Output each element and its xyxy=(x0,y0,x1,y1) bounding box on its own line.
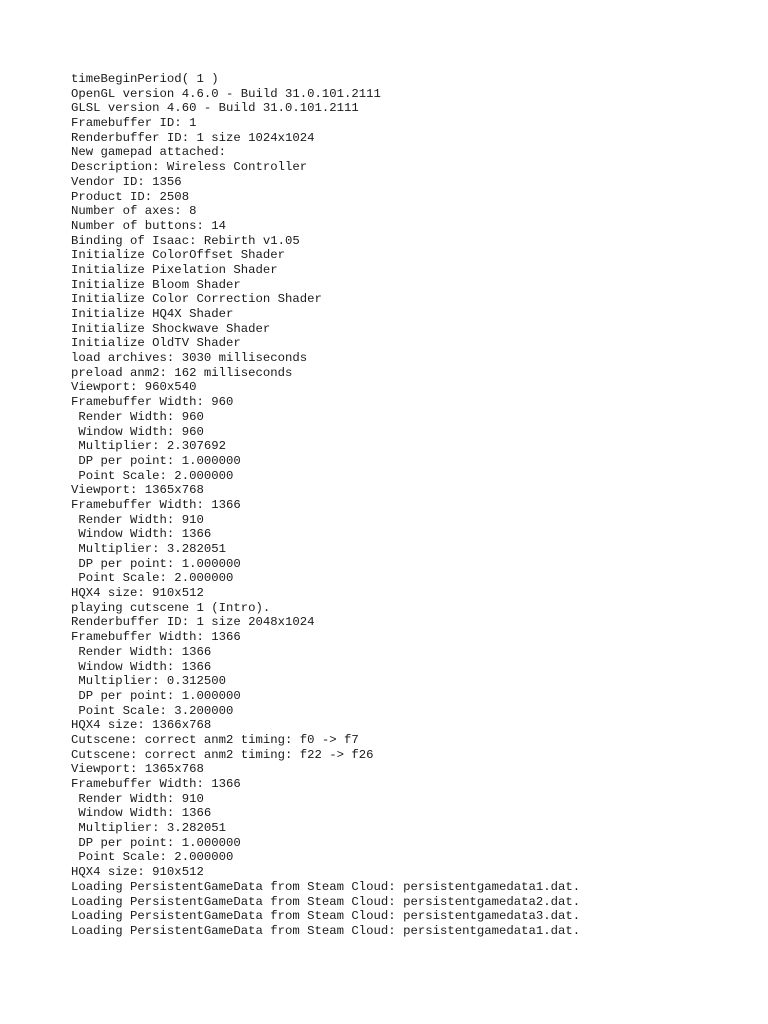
log-line: HQX4 size: 1366x768 xyxy=(71,718,212,733)
log-line: Loading PersistentGameData from Steam Cloud: persistentgamedata2.dat. xyxy=(71,894,581,909)
log-line: Multiplier: 3.282051 xyxy=(71,821,226,836)
log-line: Renderbuffer ID: 1 size 1024x1024 xyxy=(71,130,315,145)
log-line: Framebuffer Width: 960 xyxy=(71,395,234,410)
log-line: Point Scale: 2.000000 xyxy=(71,468,234,483)
log-line: Point Scale: 2.000000 xyxy=(71,571,234,586)
log-line: Viewport: 1365x768 xyxy=(71,762,204,777)
log-line: timeBeginPeriod( 1 ) xyxy=(71,72,219,86)
log-line: Viewport: 1365x768 xyxy=(71,483,204,498)
log-line: Number of axes: 8 xyxy=(71,204,197,219)
log-line: Framebuffer Width: 1366 xyxy=(71,777,241,791)
log-line: Initialize Color Correction Shader xyxy=(71,292,322,307)
log-line: Initialize OldTV Shader xyxy=(71,336,241,351)
log-line: Loading PersistentGameData from Steam Cloud: persistentgamedata1.dat. xyxy=(71,879,581,894)
log-line: HQX4 size: 910x512 xyxy=(71,865,204,880)
log-line: Window Width: 1366 xyxy=(71,659,212,674)
log-line: Window Width: 960 xyxy=(71,424,204,439)
log-line: preload anm2: 162 milliseconds xyxy=(71,365,293,380)
log-line: DP per point: 1.000000 xyxy=(71,688,241,703)
log-line: Render Width: 960 xyxy=(71,409,204,424)
log-line: Multiplier: 2.307692 xyxy=(71,439,226,454)
log-line: Initialize Shockwave Shader xyxy=(71,321,271,336)
log-line: Cutscene: correct anm2 timing: f22 -> f26 xyxy=(71,747,374,762)
log-line: load archives: 3030 milliseconds xyxy=(71,351,308,366)
log-line: Binding of Isaac: Rebirth v1.05 xyxy=(71,233,300,248)
log-line: Render Width: 1366 xyxy=(71,644,212,659)
log-line: Vendor ID: 1356 xyxy=(71,174,182,189)
log-line: Loading PersistentGameData from Steam Cloud: persistentgamedata1.dat. xyxy=(71,923,581,938)
log-line: Multiplier: 3.282051 xyxy=(71,542,226,556)
log-line: Viewport: 960x540 xyxy=(71,380,197,395)
log-line: Number of buttons: 14 xyxy=(71,218,226,233)
log-line: Point Scale: 3.200000 xyxy=(71,703,234,718)
log-line: Render Width: 910 xyxy=(71,512,204,527)
log-line: Initialize Pixelation Shader xyxy=(71,262,278,277)
log-line: GLSL version 4.60 - Build 31.0.101.2111 xyxy=(71,101,359,116)
log-line: New gamepad attached: xyxy=(71,145,226,160)
log-line: playing cutscene 1 (Intro). xyxy=(71,600,271,615)
log-line: Multiplier: 0.312500 xyxy=(71,674,226,689)
log-line: Loading PersistentGameData from Steam Cloud: persistentgamedata3.dat. xyxy=(71,909,581,924)
log-line: Initialize Bloom Shader xyxy=(71,277,241,292)
log-line: Renderbuffer ID: 1 size 2048x1024 xyxy=(71,615,315,630)
log-text xyxy=(71,72,580,939)
log-line: Window Width: 1366 xyxy=(71,806,212,821)
log-line: Window Width: 1366 xyxy=(71,527,212,542)
log-line: Description: Wireless Controller xyxy=(71,160,308,175)
log-line: HQX4 size: 910x512 xyxy=(71,586,204,601)
log-line: Product ID: 2508 xyxy=(71,189,190,204)
log-line: Cutscene: correct anm2 timing: f0 -> f7 xyxy=(71,732,359,747)
log-line: Initialize ColorOffset Shader xyxy=(71,248,286,263)
log-line: DP per point: 1.000000 xyxy=(71,835,241,850)
log-line: DP per point: 1.000000 xyxy=(71,453,241,468)
log-line: Render Width: 910 xyxy=(71,791,204,806)
log-line: Framebuffer Width: 1366 xyxy=(71,630,241,645)
log-line: Framebuffer ID: 1 xyxy=(71,116,197,131)
log-line: Framebuffer Width: 1366 xyxy=(71,497,241,512)
log-line: DP per point: 1.000000 xyxy=(71,556,241,571)
log-line: Point Scale: 2.000000 xyxy=(71,850,234,865)
log-line: OpenGL version 4.6.0 - Build 31.0.101.2111 xyxy=(71,86,381,101)
log-line: Initialize HQ4X Shader xyxy=(71,307,234,321)
